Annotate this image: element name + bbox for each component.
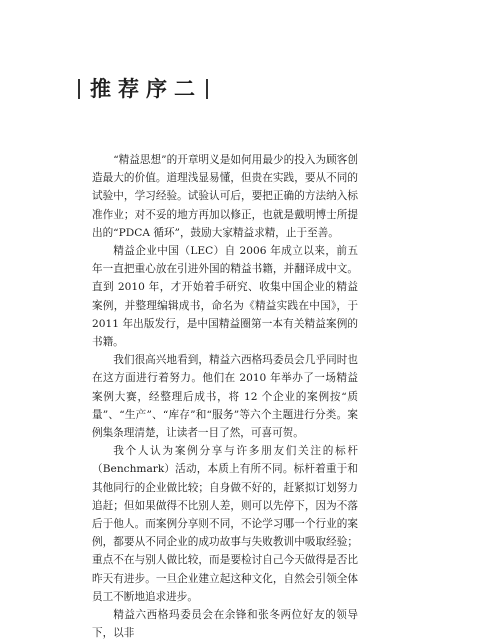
heading-title: 推荐序二 [90,77,202,101]
paragraph-5: 精益六西格玛委员会在余锋和张冬两位好友的领导下，以非 [92,609,358,640]
paragraph-4: 我个人认为案例分享与许多朋友们关注的标杆（Benchmark）活动，本质上有所不同。标杆着重于和其他同行的企业做比较；自身做不好的，赶紧拟订划努力追赶；但如果做得不比别人差，则可以先停下，因为不落后于他人。而案例分享则不同，不论学习哪一个行业的案例，都要从不同企业的成功故事与失败教训中吸取经验；重点不在与别人做比较，而是要检讨自己今天做得是否比昨天有进步。一旦企业建立起这种文化，自然会引领全体员工不断地追求进步。 [92,445,358,603]
heading-right-bar [206,79,208,99]
heading-left-bar [78,79,80,99]
paragraph-2: 精益企业中国（LEC）自 2006 年成立以来，前五年一直把重心放在引进外国的精益书籍，并翻译成中文。直到 2010 年，才开始着手研究、收集中国企业的精益案例，并整理编辑成书，命名为《精益实践在中国》，于 2011 年出版发行，是中国精益圈第一本有关精益案例的书籍。 [92,245,358,349]
paragraph-1: “精益思想”的开章明义是如何用最少的投入为顾客创造最大的价值。道理浅显易懂，但贵在实践，要从不同的试验中，学习经验。试验认可后，要把正确的方法纳入标准作业；对不妥的地方再加以修正，也就是戴明博士所提出的“PDCA 循环”，鼓励大家精益求精，止于至善。 [92,154,358,239]
paragraph-3: 我们很高兴地看到，精益六西格玛委员会几乎同时也在这方面进行着努力。他们在 2010 年举办了一场精益案例大赛，经整理后成书，将 12 个企业的案例按“质量”、“生产”、“库存”和“服务”等六个主题进行分类。案例集条理清楚，让读者一目了然，可喜可贺。 [92,354,358,440]
section-heading [78,77,208,101]
body-text [92,151,358,642]
